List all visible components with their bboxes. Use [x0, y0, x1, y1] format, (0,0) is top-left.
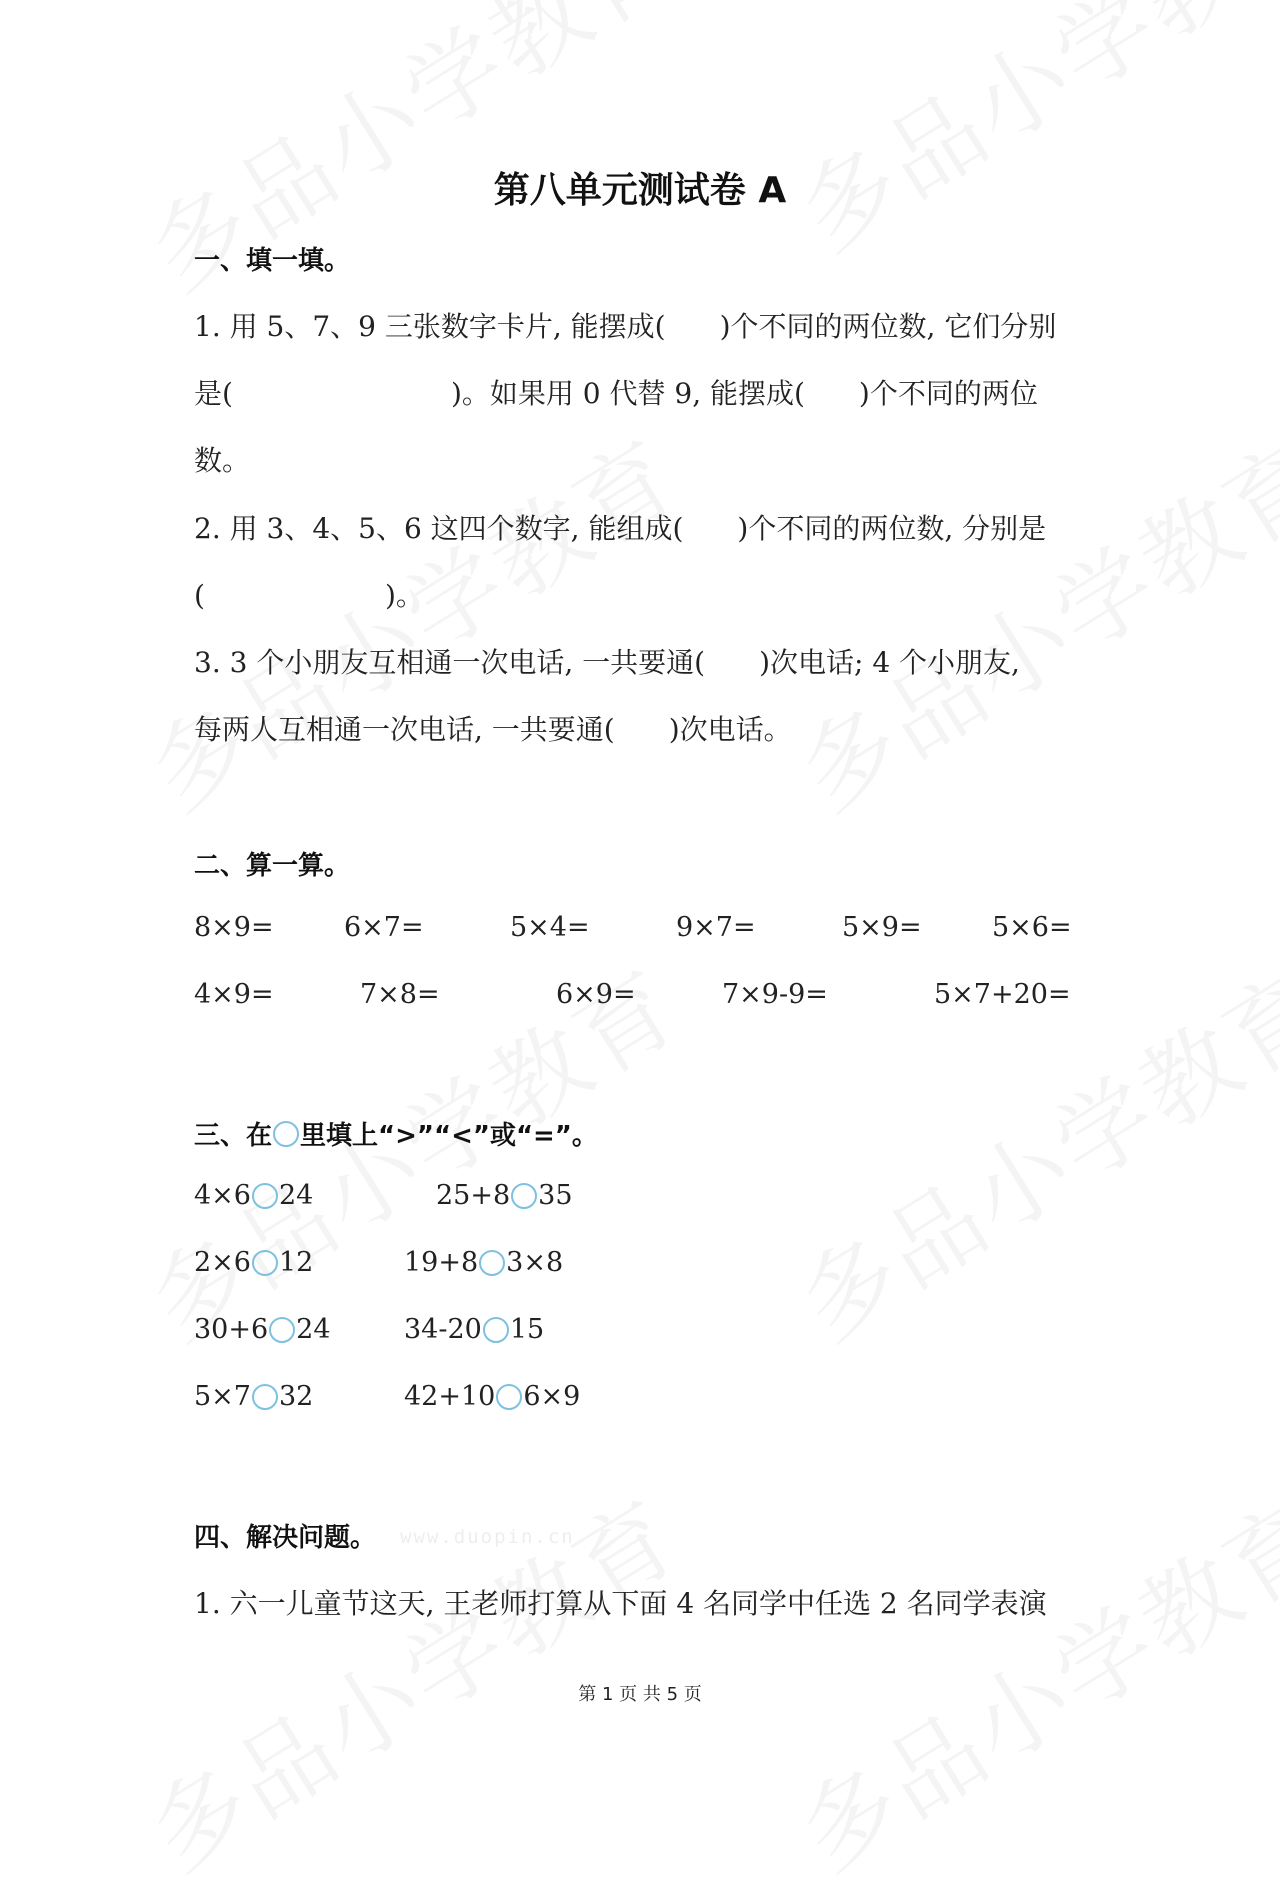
q3-text: )次电话。: [668, 713, 792, 746]
q1-text: )个不同的两位: [858, 377, 1038, 410]
q3-line-1: [194, 641, 1020, 681]
compare-right: 3×8: [506, 1247, 564, 1278]
equation: 7×9-9=: [722, 979, 828, 1010]
answer-circle[interactable]: [252, 1183, 278, 1209]
q3-text: 3. 3 个小朋友互相通一次电话, 一共要通(: [194, 646, 706, 679]
answer-circle[interactable]: [483, 1317, 509, 1343]
answer-circle[interactable]: [269, 1317, 295, 1343]
q2-text: (: [194, 579, 205, 612]
q2-text: )。: [384, 579, 424, 612]
answer-circle[interactable]: [252, 1250, 278, 1276]
equation: 5×9=: [842, 912, 922, 943]
compare-right: 15: [509, 1314, 545, 1345]
section-1-heading: 一、填一填。: [194, 246, 351, 276]
equation: 6×7=: [344, 912, 424, 943]
equation: 5×6=: [992, 912, 1072, 943]
compare-item: [404, 1314, 544, 1345]
equation: 5×7+20=: [934, 979, 1071, 1010]
watermark: [770, 402, 1280, 836]
compare-item: [194, 1381, 313, 1412]
answer-circle[interactable]: [252, 1384, 278, 1410]
equation: 5×4=: [510, 912, 590, 943]
q1-line-2: [194, 372, 1038, 412]
compare-left: 34-20: [404, 1314, 482, 1345]
page-title: 第八单元测试卷 A: [493, 170, 787, 211]
q1-line-1: [194, 305, 1056, 345]
compare-item: [194, 1180, 313, 1211]
page-footer: 第 1 页 共 5 页: [578, 1684, 702, 1705]
section-4-heading: 四、解决问题。: [194, 1523, 377, 1553]
q1-text: )个不同的两位数, 它们分别: [719, 310, 1057, 343]
q2-text: 2. 用 3、4、5、6 这四个数字, 能组成(: [194, 512, 684, 545]
q1-text: )。如果用 0 代替 9, 能摆成(: [450, 377, 805, 410]
equation: 7×8=: [360, 979, 440, 1010]
q3-text: )次电话; 4 个小朋友,: [759, 646, 1020, 679]
compare-item: [404, 1247, 563, 1278]
q3-text: 每两人互相通一次电话, 一共要通(: [194, 713, 615, 746]
section-3-heading-text: 三、在: [194, 1121, 273, 1151]
compare-right: 6×9: [523, 1381, 581, 1412]
q1-text: 是(: [194, 377, 233, 410]
compare-right: 24: [278, 1180, 314, 1211]
compare-right: 32: [278, 1381, 314, 1412]
compare-right: 12: [278, 1247, 314, 1278]
watermark: [770, 0, 1280, 276]
answer-circle[interactable]: [511, 1183, 537, 1209]
equation: 6×9=: [556, 979, 636, 1010]
compare-right: 35: [538, 1180, 573, 1211]
section-2-heading: 二、算一算。: [194, 851, 351, 881]
compare-left: 25+8: [436, 1180, 511, 1211]
q2-line-1: [194, 507, 1046, 547]
equation: 9×7=: [676, 912, 756, 943]
equation: 8×9=: [194, 912, 274, 943]
compare-left: 4×6: [194, 1180, 251, 1211]
answer-circle[interactable]: [496, 1384, 522, 1410]
q3-line-2: [194, 708, 792, 748]
compare-item: [194, 1314, 331, 1345]
compare-item: [404, 1381, 580, 1412]
compare-left: 5×7: [194, 1381, 251, 1412]
compare-left: 19+8: [404, 1247, 479, 1278]
equation: 4×9=: [194, 979, 274, 1010]
q2-line-2: [194, 574, 424, 614]
watermark-url: www.duopin.cn: [400, 1526, 575, 1548]
q1-text: 1. 用 5、7、9 三张数字卡片, 能摆成(: [194, 310, 666, 343]
circle-icon: [273, 1121, 299, 1147]
q2-text: )个不同的两位数, 分别是: [737, 512, 1047, 545]
compare-left: 2×6: [194, 1247, 251, 1278]
compare-left: 30+6: [194, 1314, 269, 1345]
compare-item: [436, 1180, 573, 1211]
compare-left: 42+10: [404, 1381, 496, 1412]
compare-item: [194, 1247, 313, 1278]
compare-right: 24: [296, 1314, 331, 1345]
section-3-heading: [194, 1115, 598, 1152]
q4-line-1: 1. 六一儿童节这天, 王老师打算从下面 4 名同学中任选 2 名同学表演: [194, 1587, 1047, 1620]
section-3-heading-text: 里填上“>”“<”或“=”。: [300, 1121, 598, 1151]
answer-circle[interactable]: [479, 1250, 505, 1276]
q1-line-3: 数。: [194, 444, 251, 477]
